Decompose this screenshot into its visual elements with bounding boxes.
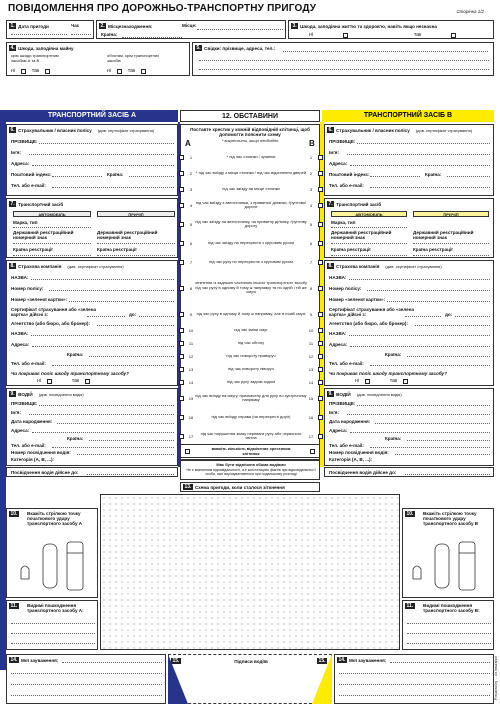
- truck-icon: [459, 542, 475, 590]
- circumstance-b-checkbox[interactable]: [318, 222, 323, 227]
- b-surname-field[interactable]: [357, 143, 490, 144]
- circumstance-row: [176, 196, 326, 214]
- a-trailer-reg-field[interactable]: [97, 243, 175, 244]
- circumstance-number: 8: [189, 285, 193, 291]
- a-cert-to-field[interactable]: [139, 316, 174, 317]
- b-driver-dob-field[interactable]: [375, 423, 490, 424]
- section-10-impact-a: 10. Вкажіть стрілкою точку початкового удару транспортного засобу А: [6, 508, 98, 598]
- b-remarks-field-3[interactable]: [339, 684, 490, 685]
- circumstance-a-checkbox[interactable]: [179, 434, 184, 439]
- a-driver-surname-field[interactable]: [39, 405, 174, 406]
- section-4-property: 4. Шкода, заподіяна майну крім шкоди транспортним засобам А та В об'єктам, крім транспортних засобів ні так ні так: [6, 42, 190, 76]
- circumstance-number: 14: [308, 379, 314, 385]
- a-postcode-field[interactable]: [52, 176, 102, 177]
- vehicle-b-header: ТРАНСПОРТНИЙ ЗАСІБ В: [322, 110, 494, 122]
- section-8-insurer-a: 8. Страхова компанія (див. сертифікат страхування) НАЗВА: Номер полісу: Номер «зеленої картки»: Сертифікат страхування або «зелена картка» дійсні з: до: Агентство (або бюро, або брокер): НАЗВА: Адреса: Країна: Тел. або e-mail: Чи покриває поліс шкоду транспортному засобу? ні так: [6, 260, 178, 386]
- motorcycle-icon: [413, 566, 421, 579]
- a-driver-license-field[interactable]: [77, 454, 174, 455]
- circumstance-text: під час руху в одному й тому ж напрямку, але в іншій смузі: [196, 310, 306, 316]
- circumstance-text: під час руху по перехрестю з круговим рухом: [209, 258, 293, 264]
- section-6-insured-a: 6. Страхувальник / власник полісу (див. сертифікат страхування) ПРІЗВИЩЕ: Ім'я: Адреса: Поштовий індекс: Країна: Тел. або e-mail:: [6, 124, 178, 196]
- circumstance-text: під час порушення знаку переваги руху або червоного світла: [200, 430, 302, 440]
- b-cert-to-field[interactable]: [455, 316, 490, 317]
- a-cert-from-field[interactable]: [87, 316, 125, 317]
- a-policy-field[interactable]: [49, 290, 174, 291]
- a-license-valid-row: Посвідчення водія дійсне до:: [6, 467, 178, 477]
- b-remarks-field-2[interactable]: [339, 673, 490, 674]
- circumstance-number: 3: [189, 186, 193, 192]
- circumstance-row: [176, 324, 326, 336]
- circumstance-row: [176, 427, 326, 445]
- b-driver-tel-field[interactable]: [370, 447, 490, 448]
- b-country-field[interactable]: [447, 176, 490, 177]
- section-1-date: 1. Дата пригоди Час: [6, 20, 94, 39]
- b-cert-from-field[interactable]: [405, 316, 441, 317]
- section-5-witnesses: 5. Свідки: прізвище, адреса, тел.:: [192, 42, 494, 76]
- page-number: Сторінка 1/2: [456, 9, 484, 14]
- circumstance-row: [176, 164, 326, 182]
- injury-yes-checkbox[interactable]: [451, 33, 456, 38]
- circumstance-a-checkbox[interactable]: [179, 354, 184, 359]
- a-company-field[interactable]: [31, 279, 174, 280]
- a-reg-field[interactable]: [13, 243, 91, 244]
- section-11-damage-b: 11. Видимі пошкодження транспортного засобу В:: [402, 600, 494, 650]
- date-field[interactable]: [11, 34, 67, 35]
- circumstance-b-checkbox[interactable]: [318, 187, 323, 192]
- accident-sketch-grid[interactable]: [100, 494, 400, 650]
- witness-field-1[interactable]: [283, 51, 488, 52]
- circumstance-text: * під час стоянки / зупинки: [226, 153, 276, 159]
- circumstance-number: 7: [189, 259, 193, 265]
- b-postcode-field[interactable]: [370, 176, 420, 177]
- section-11-damage-a: 11. Видимі пошкодження транспортного засобу А:: [6, 600, 98, 650]
- side-note: Prepared by ... on Insurance: [494, 655, 498, 700]
- a-trailer-header: ПРИЧІП: [97, 211, 175, 217]
- circ-col-a: A: [185, 139, 191, 148]
- circumstance-row: [176, 234, 326, 252]
- circumstance-number: 15: [188, 395, 194, 401]
- a-driver-country-field[interactable]: [89, 440, 174, 441]
- circumstance-number: 17: [308, 433, 314, 439]
- section-10-impact-b: 10. Вкажіть стрілкою точку початкового удару транспортного засобу В: [402, 508, 494, 598]
- circumstance-b-checkbox[interactable]: [318, 286, 323, 291]
- b-agency-field[interactable]: [415, 325, 490, 326]
- circumstance-text: під час виїзду на смугу, призначену для руху по зустрічному напрямку: [195, 392, 307, 402]
- circumstance-a-checkbox[interactable]: [179, 203, 184, 208]
- a-driver-tel-field[interactable]: [52, 447, 174, 448]
- b-agency-name-field[interactable]: [349, 335, 490, 336]
- time-field[interactable]: [71, 34, 91, 35]
- motorcycle-icon: [21, 566, 29, 579]
- a-license-valid-field[interactable]: [87, 474, 174, 475]
- circumstance-number: 11: [188, 340, 194, 346]
- vehicle-a-header: ТРАНСПОРТНИЙ ЗАСІБ А: [6, 110, 178, 122]
- circumstance-number: 11: [308, 340, 314, 346]
- property-ab-yes-checkbox[interactable]: [45, 69, 50, 74]
- circumstance-a-checkbox[interactable]: [179, 415, 184, 420]
- circumstance-number: 12: [188, 353, 194, 359]
- a-driver-name-field[interactable]: [29, 414, 174, 415]
- a-driver-address-field[interactable]: [32, 432, 174, 433]
- a-auto-header: АВТОМОБІЛЬ: [13, 211, 91, 217]
- circumstance-number: 6: [309, 240, 313, 246]
- circumstance-text: під час заїзду на місце стоянки: [222, 185, 280, 191]
- b-count-box[interactable]: [310, 449, 315, 454]
- circumstance-a-checkbox[interactable]: [179, 286, 184, 291]
- circumstance-number: 1: [189, 154, 193, 160]
- circumstance-text: під час руху заднім ходом: [227, 378, 275, 384]
- b-driver-name-field[interactable]: [347, 414, 490, 415]
- b-license-valid-field[interactable]: [405, 474, 490, 475]
- country-field[interactable]: [122, 37, 182, 38]
- circumstance-b-checkbox[interactable]: [318, 396, 323, 401]
- circumstance-a-checkbox[interactable]: [179, 367, 184, 372]
- circumstance-a-checkbox[interactable]: [179, 241, 184, 246]
- circumstance-b-checkbox[interactable]: [318, 241, 323, 246]
- circumstance-b-checkbox[interactable]: [318, 354, 323, 359]
- a-surname-field[interactable]: [39, 143, 174, 144]
- circumstance-b-checkbox[interactable]: [318, 341, 323, 346]
- circ-note: Має бути відмічена обома водіями Не є визнанням відповідальності, а є констатацією фактів при відповідальності особи, якої вирішуватиметься при подальшому розгляді: [180, 460, 320, 480]
- truck-icon: [67, 542, 83, 590]
- injury-no-checkbox[interactable]: [343, 33, 348, 38]
- section-14-remarks-b: 14. Мої зауваження:: [334, 654, 494, 704]
- circumstance-text: зіткнення із задньою частиною іншого транспортного засобу під час руху в одному й тому ж напрямку та по одній і тій же смузі: [195, 280, 307, 295]
- circumstance-text: * під час виїзду з місця стоянки / під час відчинення дверей: [195, 169, 307, 175]
- circumstance-a-checkbox[interactable]: [179, 187, 184, 192]
- circumstance-b-checkbox[interactable]: [318, 380, 323, 385]
- b-damage-field-1[interactable]: [407, 623, 491, 624]
- signature-b-field[interactable]: [255, 669, 315, 701]
- b-driver-license-field[interactable]: [395, 454, 490, 455]
- circumstance-row: [176, 350, 326, 362]
- circumstance-a-checkbox[interactable]: [179, 380, 184, 385]
- circumstance-text: під час зміни смуг: [234, 326, 268, 332]
- circumstance-row: [176, 363, 326, 375]
- circumstance-number: 3: [309, 186, 313, 192]
- vehicle-outlines-b[interactable]: [409, 539, 489, 594]
- circumstance-number: 9: [309, 311, 313, 317]
- circumstance-number: 17: [188, 433, 194, 439]
- circumstance-text: під час повороту ліворуч: [228, 365, 274, 371]
- section-7-vehicle-b: 7. Транспортний засіб АВТОМОБІЛЬ ПРИЧІП Марка, тип Державний реєстраційний номерний знак Державний реєстраційний номерний знак Країна реєстрації Країна реєстрації: [324, 198, 494, 258]
- circumstance-text: під час заїзду на перехрестя з круговим рухом: [208, 239, 294, 245]
- circumstance-row: [176, 337, 326, 349]
- b-driver-address-field[interactable]: [350, 432, 490, 433]
- circumstance-b-checkbox[interactable]: [318, 415, 323, 420]
- circumstance-b-checkbox[interactable]: [318, 203, 323, 208]
- circumstance-row: [176, 408, 326, 426]
- a-agency-address-field[interactable]: [32, 346, 174, 347]
- b-trailer-reg-field[interactable]: [413, 243, 489, 244]
- witness-field-3[interactable]: [199, 69, 489, 70]
- circumstance-number: 10: [308, 327, 314, 333]
- circumstance-text: під час обгону: [237, 339, 265, 345]
- circumstance-number: 5: [189, 221, 193, 227]
- a-trailer-regcountry-field[interactable]: [97, 255, 175, 256]
- section-7-vehicle-a: 7. Транспортний засіб АВТОМОБІЛЬ ПРИЧІП Марка, тип Державний реєстраційний номерний знак Державний реєстраційний номерний знак Країна реєстрації Країна реєстрації: [6, 198, 178, 258]
- circumstance-number: 4: [309, 202, 313, 208]
- section-9-driver-b: 9. ВОДІЙ (див. посвідчення водія) ПРІЗВИЩЕ: Ім'я: Дата народження: Адреса: Країна: Тел. або e-mail: Номер посвідчення водія: Категорія (А, В, ...):: [324, 388, 494, 466]
- circumstance-number: 6: [189, 240, 193, 246]
- a-damage-no-checkbox[interactable]: [47, 379, 52, 384]
- a-count-box[interactable]: [185, 449, 190, 454]
- section-9-driver-a: 9. ВОДІЙ (див. посвідчення водія) ПРІЗВИЩЕ: Ім'я: Дата народження: Адреса: Країна: Тел. або e-mail: Номер посвідчення водія: Категорія (А, В, ...):: [6, 388, 178, 466]
- b-damage-field-2[interactable]: [407, 633, 491, 634]
- circumstance-number: 13: [308, 366, 314, 372]
- b-agency-country-field[interactable]: [407, 356, 490, 357]
- circumstance-row: [176, 389, 326, 407]
- circumstance-row: [176, 151, 326, 163]
- b-regcountry-field[interactable]: [331, 255, 407, 256]
- b-greencard-field[interactable]: [387, 301, 490, 302]
- a-agency-field[interactable]: [97, 325, 174, 326]
- circ-count-row: вкажіть кількість відмічених хрестиком клітинок: [180, 444, 320, 458]
- a-make-field[interactable]: [13, 227, 91, 228]
- a-regcountry-field[interactable]: [13, 255, 91, 256]
- circumstance-a-checkbox[interactable]: [179, 222, 184, 227]
- circumstance-a-checkbox[interactable]: [179, 341, 184, 346]
- circumstance-number: 10: [188, 327, 194, 333]
- circ-col-b: B: [309, 139, 315, 148]
- property-ab-no-checkbox[interactable]: [21, 69, 26, 74]
- b-trailer-header: ПРИЧІП: [413, 211, 489, 217]
- b-make-field[interactable]: [331, 227, 407, 228]
- circumstance-b-checkbox[interactable]: [318, 367, 323, 372]
- b-agency-tel-field[interactable]: [370, 365, 490, 366]
- b-name-field[interactable]: [347, 154, 490, 155]
- b-damage-yes-checkbox[interactable]: [403, 379, 408, 384]
- circumstance-b-checkbox[interactable]: [318, 155, 323, 160]
- b-remarks-field-4[interactable]: [339, 695, 490, 696]
- place-field[interactable]: [197, 29, 283, 30]
- a-damage-field-1[interactable]: [11, 623, 95, 624]
- section-14-remarks-a: 14. Мої зауваження:: [6, 654, 166, 704]
- circumstances-header: 12. ОБСТАВИНИ: [180, 110, 320, 122]
- circumstance-text: під час повороту праворуч: [226, 352, 276, 358]
- circumstance-a-checkbox[interactable]: [179, 171, 184, 176]
- a-driver-dob-field[interactable]: [57, 423, 174, 424]
- circumstance-number: 12: [308, 353, 314, 359]
- circumstance-row: [176, 376, 326, 388]
- circumstance-number: 7: [309, 259, 313, 265]
- a-country-field[interactable]: [129, 176, 174, 177]
- circumstance-a-checkbox[interactable]: [179, 396, 184, 401]
- section-15-signatures: 15. Підписи водіїв 15.: [168, 654, 332, 704]
- circumstance-text: під час виїзду з автостоянки, з приватної ділянки, ґрунтової дороги: [195, 199, 307, 209]
- circumstance-a-checkbox[interactable]: [179, 328, 184, 333]
- b-remarks-field-1[interactable]: [390, 662, 490, 663]
- circumstance-row: [176, 215, 326, 233]
- property-other-yes-checkbox[interactable]: [141, 69, 146, 74]
- section-13-header: 13. Схема пригоди, коли сталося зіткнення: [180, 482, 320, 492]
- signature-a-field[interactable]: [187, 669, 247, 701]
- b-trailer-regcountry-field[interactable]: [413, 255, 489, 256]
- b-driver-surname-field[interactable]: [357, 405, 490, 406]
- b-tel-field[interactable]: [370, 187, 490, 188]
- circumstance-number: 14: [188, 379, 194, 385]
- car-icon: [435, 544, 449, 588]
- a-remarks-field-3[interactable]: [11, 684, 162, 685]
- circumstance-a-checkbox[interactable]: [179, 260, 184, 265]
- circumstances-list: [176, 151, 326, 451]
- a-damage-yes-checkbox[interactable]: [85, 379, 90, 384]
- circumstance-number: 15: [308, 395, 314, 401]
- b-license-valid-row: Посвідчення водія дійсне до:: [324, 467, 494, 477]
- circumstance-b-checkbox[interactable]: [318, 328, 323, 333]
- circumstance-number: 16: [308, 414, 314, 420]
- circumstance-number: 9: [189, 311, 193, 317]
- circumstance-a-checkbox[interactable]: [179, 312, 184, 317]
- circumstance-b-checkbox[interactable]: [318, 171, 323, 176]
- circumstance-number: 5: [309, 221, 313, 227]
- circumstance-number: 2: [309, 170, 313, 176]
- circumstance-number: 13: [188, 366, 194, 372]
- a-greencard-field[interactable]: [69, 301, 174, 302]
- b-reg-field[interactable]: [331, 243, 407, 244]
- circumstance-row: [176, 183, 326, 195]
- a-name-field[interactable]: [29, 154, 174, 155]
- a-remarks-field-2[interactable]: [11, 673, 162, 674]
- a-damage-field-3[interactable]: [11, 643, 95, 644]
- circumstances-panel: Поставте хрестик у кожній відповідній клітинці, щоб допомогти пояснити схему * викреслити, якщо необхідно A B 1 * під час стоянки / зупинки 1 2 * під час виїзду з місця стоянки / під час відчинення дверей 2 3 під час заїзду на місце стоянки 3 4 під час виїзду з автостоянки, з приватної ділянки, ґрунтової дороги 4 5 під час заїзду на автостоянку, на приватну ділянку, ґрунтову дорогу 5 6 під час заїзду на перехрестя з круговим рухом 6 7 під час руху по перехрестю з круговим рухом 7 8 зіткнення із задньою частиною іншого транспортного засобу під час руху в одному й тому ж напрямку та по одній і тій же смузі 8 9 під час руху в одному й тому ж напрямку, але в іншій смузі 9 10 під час зміни смуг 10 11 під час обгону 11 12 під час повороту праворуч 12 13 під час повороту ліворуч 13 14 під час руху заднім ходом 14 15 під час виїзду на смугу, призначену для руху по зустрічному напрямку 15 16 під час виїзду справа (на перехресті доріг) 16 17 під час порушення знаку переваги руху або червоного світла 17: [180, 124, 320, 460]
- circumstance-b-checkbox[interactable]: [318, 434, 323, 439]
- section-3-injury: 3. Шкода, заподіяна життю та здоров'ю, навіть якщо незначна ні так: [288, 20, 494, 39]
- b-company-field[interactable]: [349, 279, 490, 280]
- circumstance-row: [176, 272, 326, 304]
- b-damage-no-checkbox[interactable]: [365, 379, 370, 384]
- section-6-insured-b: 6. Страхувальник / власник полісу (див. сертифікат страхування) ПРІЗВИЩЕ: Ім'я: Адреса: Поштовий індекс: Країна: Тел. або e-mail:: [324, 124, 494, 196]
- property-other-no-checkbox[interactable]: [117, 69, 122, 74]
- a-agency-name-field[interactable]: [31, 335, 174, 336]
- section-2-location: 2. Місцезнаходження: Місце: Країна:: [96, 20, 286, 39]
- a-tel-field[interactable]: [52, 187, 174, 188]
- a-address-field[interactable]: [32, 165, 174, 166]
- circumstance-a-checkbox[interactable]: [179, 155, 184, 160]
- b-auto-header: АВТОМОБІЛЬ: [331, 211, 407, 217]
- a-agency-country-field[interactable]: [89, 356, 174, 357]
- a-agency-tel-field[interactable]: [52, 365, 174, 366]
- b-agency-address-field[interactable]: [350, 346, 490, 347]
- b-damage-field-3[interactable]: [407, 643, 491, 644]
- circumstance-number: 8: [309, 285, 313, 291]
- circumstance-text: під час виїзду справа (на перехресті доріг): [211, 413, 291, 419]
- circumstance-b-checkbox[interactable]: [318, 312, 323, 317]
- a-remarks-field-1[interactable]: [62, 662, 162, 663]
- b-address-field[interactable]: [350, 165, 490, 166]
- circumstance-number: 4: [189, 202, 193, 208]
- witness-field-2[interactable]: [199, 60, 489, 61]
- car-icon: [43, 544, 57, 588]
- vehicle-outlines-a[interactable]: [17, 539, 97, 594]
- circumstance-number: 16: [188, 414, 194, 420]
- a-remarks-field-4[interactable]: [11, 695, 162, 696]
- section-8-insurer-b: 8. Страхова компанія (див. сертифікат страхування) НАЗВА: Номер полісу: Номер «зеленої картки»: Сертифікат страхування або «зелена картка» дійсні з: до: Агентство (або бюро, або брокер): НАЗВА: Адреса: Країна: Тел. або e-mail: Чи покриває поліс шкоду транспортному засобу? ні так: [324, 260, 494, 386]
- circumstance-row: [176, 253, 326, 271]
- page-title: ПОВІДОМЛЕННЯ ПРО ДОРОЖНЬО-ТРАНСПОРТНУ ПРИГОДУ: [8, 3, 317, 14]
- circumstance-b-checkbox[interactable]: [318, 260, 323, 265]
- circumstance-number: 2: [189, 170, 193, 176]
- circumstance-text: під час заїзду на автостоянку, на приватну ділянку, ґрунтову дорогу: [195, 218, 307, 228]
- circumstance-row: [176, 305, 326, 323]
- b-policy-field[interactable]: [367, 290, 490, 291]
- a-damage-field-2[interactable]: [11, 633, 95, 634]
- b-driver-country-field[interactable]: [407, 440, 490, 441]
- circumstance-number: 1: [309, 154, 313, 160]
